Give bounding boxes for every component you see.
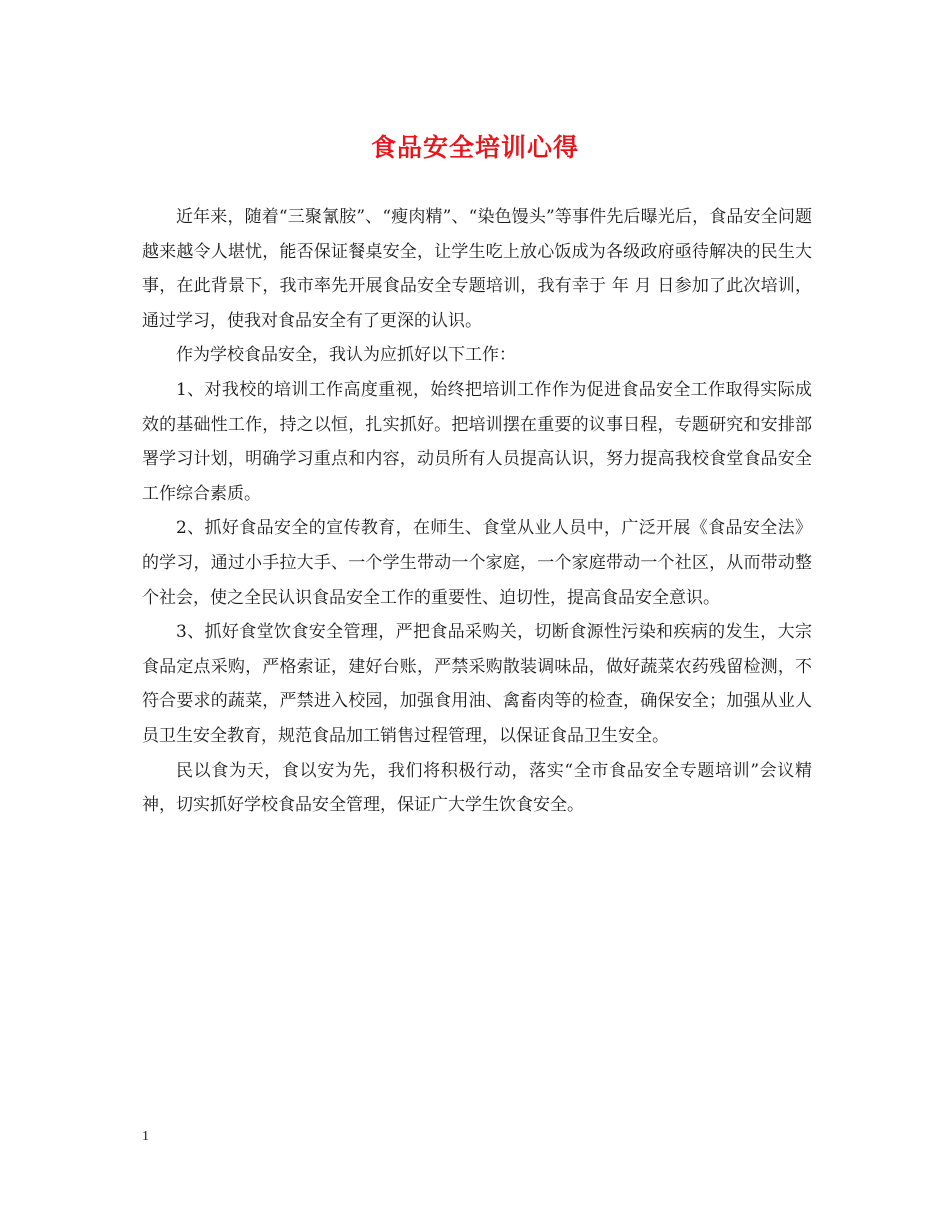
paragraph-conclusion: 民以食为天，食以安为先，我们将积极行动，落实“全市食品安全专题培训”会议精神，切实抓好学校食品安全管理，保证广大学生饮食安全。 <box>142 760 812 816</box>
paragraph-item-3: 3、抓好食堂饮食安全管理，严把食品采购关，切断食源性污染和疾病的发生，大宗食品定点采购，严格索证，建好台账，严禁采购散装调味品，做好蔬菜农药残留检测，不符合要求的蔬菜，严禁进入校园，加强食用油、禽畜肉等的检查，确保安全；加强从业人员卫生安全教育，规范食品加工销售过程管理，以保证食品卫生安全。 <box>142 622 812 746</box>
paragraph-intro: 近年来，随着“三聚氰胺”、“瘦肉精”、“染色馒头”等事件先后曝光后，食品安全问题越来越令人堪忧，能否保证餐桌安全，让学生吃上放心饭成为各级政府亟待解决的民生大事，在此背景下，我市率先开展食品安全专题培训，我有幸于 年 月 日参加了此次培训，通过学习，使我对食品安全有了更深的认识。 <box>142 207 812 331</box>
page-number: 1 <box>142 1129 149 1144</box>
document-title: 食品安全培训心得 <box>370 133 579 162</box>
paragraph-work-intro: 作为学校食品安全，我认为应抓好以下工作： <box>176 345 516 366</box>
paragraph-item-2: 2、抓好食品安全的宣传教育，在师生、食堂从业人员中，广泛开展《食品安全法》的学习，通过小手拉大手、一个学生带动一个家庭，一个家庭带动一个社区，从而带动整个社会，使之全民认识食品安全工作的重要性、迫切性，提高食品安全意识。 <box>142 518 812 608</box>
document-body <box>142 200 812 823</box>
paragraph-item-1: 1、对我校的培训工作高度重视，始终把培训工作作为促进食品安全工作取得实际成效的基础性工作，持之以恒，扎实抓好。把培训摆在重要的议事日程，专题研究和安排部署学习计划，明确学习重点和内容，动员所有人员提高认识，努力提高我校食堂食品安全工作综合素质。 <box>142 379 812 504</box>
